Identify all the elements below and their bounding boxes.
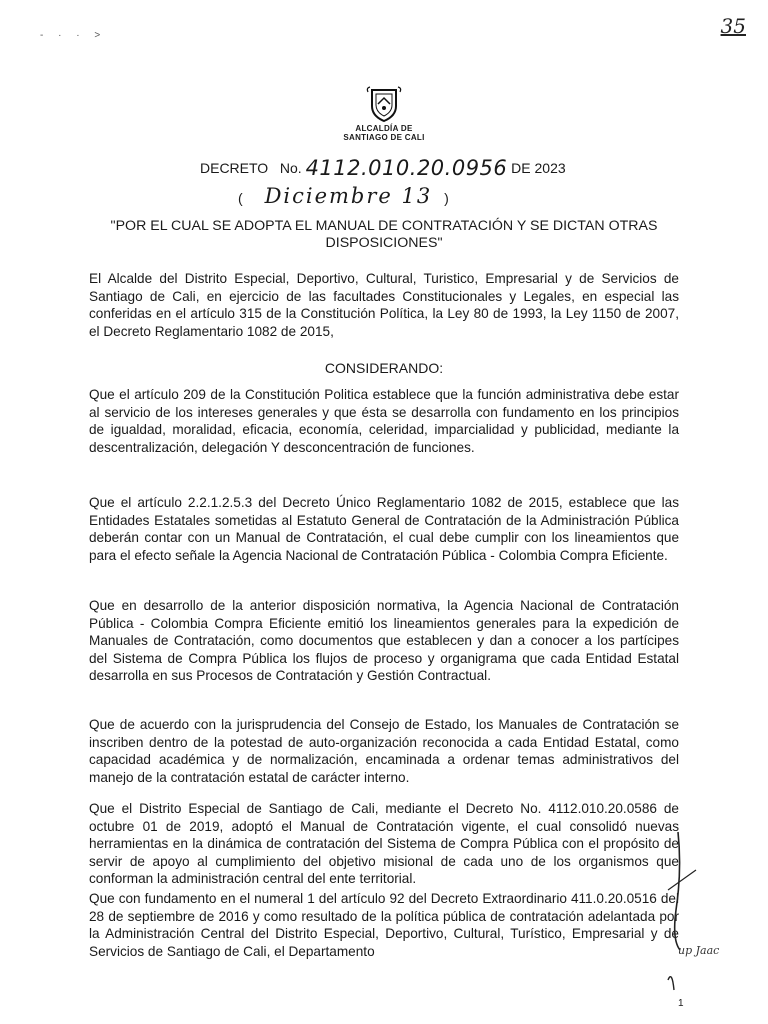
preamble-paragraph: El Alcalde del Distrito Especial, Deportivo, Cultural, Turistico, Empresarial y de Servicios de Santiago de Cali, en ejercicio de las facultades Constitucionales y Legales, en especial las conferidas en el artículo 315 de la Constitución Política, la Ley 80 de 1993, la Ley 1150 de 2007, el Decreto Reglamentario 1082 de 2015, [89,271,679,339]
scan-specks: - · · > [40,30,107,41]
page-number: 1 [678,998,684,1009]
considering-paragraph: Que con fundamento en el numeral 1 del artículo 92 del Decreto Extraordinario 411.0.20.0516 del 28 de septiembre de 2016 y como resultado de la política pública de contratación adelantada por la Administración Central del Distrito Especial, Deportivo, Cultural, Turístico, Empresarial y de Servicios de Santiago de Cali, el Departamento [89,891,679,959]
date-close-paren: ) [444,190,449,206]
considering-paragraph: Que el artículo 209 de la Constitución Politica establece que la función administrativa debe estar al servicio de los intereses generales y que ésta se desarrolla con fundamento en los principios de igualdad, moralidad, eficacia, economía, celeridad, imparcialidad y publicidad, mediante la descentralización, delegación Y desconcentración de funciones. [89,387,679,455]
decree-year: DE 2023 [511,160,566,176]
emblem-container [0,84,768,129]
issuer-line-2: SANTIAGO DE CALI [343,133,425,142]
issuer-line-1: ALCALDÍA DE [355,124,413,133]
considering-paragraph: Que de acuerdo con la jurisprudencia del Consejo de Estado, los Manuales de Contratación se inscriben dentro de la potestad de auto-organización reconocida a cada Entidad Estatal, como capacidad académica y de normalización, encaminada a ordenar temas administrativos del manejo de la contratación estatal de carácter interno. [89,717,679,785]
considering-paragraph: Que el artículo 2.2.1.2.5.3 del Decreto Único Reglamentario 1082 de 2015, establece que las Entidades Estatales sometidas al Estatuto General de Contratación de la Administración Pública deberán contar con un Manual de Contratación, el cual debe cumplir con los lineamientos que para el efecto señale la Agencia Nacional de Contratación Pública - Colombia Compra Eficiente. [89,495,679,563]
considering-paragraph: Que en desarrollo de la anterior disposición normativa, la Agencia Nacional de Contratación Pública - Colombia Compra Eficiente emitió los lineamientos generales para la expedición de Manuales de Contratación, como documentos que establecen y dan a conocer a los partícipes del Sistema de Compra Pública los flujos de proceso y organigrama que cada Entidad Estatal desarrolla en sus Procesos de Contratación y Gestión Contractual. [89,598,679,683]
margin-initials: up Jaac [678,944,720,957]
folio-number: 35 [720,14,746,38]
decree-number-line [200,156,620,180]
decree-no-label: No. [279,160,302,176]
crest-icon [364,84,404,124]
issuer-name [0,124,768,142]
decree-date-line [238,184,558,208]
decree-subject: "POR EL CUAL SE ADOPTA EL MANUAL DE CONTRATACIÓN Y SE DICTAN OTRAS DISPOSICIONES" [110,218,658,251]
date-open-paren: ( [238,190,243,206]
margin-signature-icon [638,830,728,1000]
considering-paragraph: Que el Distrito Especial de Santiago de Cali, mediante el Decreto No. 4112.010.20.0586 de octubre 01 de 2019, adoptó el Manual de Contratación vigente, el cual consolidó nuevas herramientas en la dinámica de contratación del Sistema de Compra Pública con el propósito de servir de apoyo al cumplimiento del objetivo misional de cada uno de los organismos que conforman la administración central del ente territorial. [89,801,679,886]
handwritten-date: Diciembre 13 [264,184,433,208]
decree-prefix: DECRETO [200,160,269,176]
decree-number: 4112.010.20.0956 [305,156,508,180]
considering-heading: CONSIDERANDO: [324,360,444,376]
